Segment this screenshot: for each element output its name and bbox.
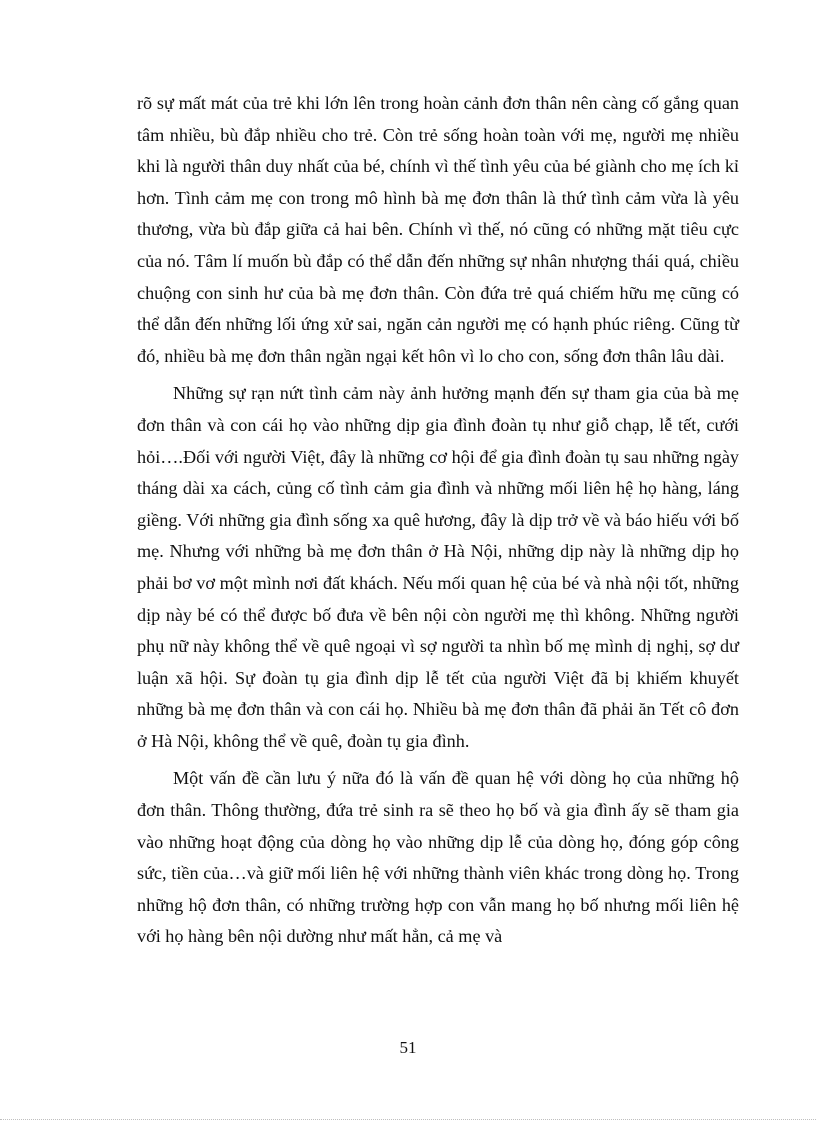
paragraph-3: Một vấn đề cần lưu ý nữa đó là vấn đề quan hệ với dòng họ của những hộ đơn thân. Thông thường, đứa trẻ sinh ra sẽ theo họ bố và gia đình ấy sẽ tham gia vào những hoạt động của dòng họ vào những dịp lễ của dòng họ, đóng góp công sức, tiền của…và giữ mối liên hệ với những thành viên khác trong dòng họ. Trong những hộ đơn thân, có những trường hợp con vẫn mang họ bố nhưng mối liên hệ với họ hàng bên nội dường như mất hẳn, cả mẹ và (137, 768, 739, 947)
paragraph-1: rõ sự mất mát của trẻ khi lớn lên trong hoàn cảnh đơn thân nên càng cố gắng quan tâm nhiều, bù đắp nhiều cho trẻ. Còn trẻ sống hoàn toàn với mẹ, người mẹ nhiều khi là người thân duy nhất của bé, chính vì thế tình yêu của bé giành cho mẹ ích kỉ hơn. Tình cảm mẹ con trong mô hình bà mẹ đơn thân là thứ tình cảm vừa là yêu thương, vừa bù đắp giữa cả hai bên. Chính vì thế, nó cũng có những mặt tiêu cực của nó. Tâm lí muốn bù đắp có thể dẫn đến những sự nhân nhượng thái quá, chiều chuộng con sinh hư của bà mẹ đơn thân. Còn đứa trẻ quá chiếm hữu mẹ cũng có thể dẫn đến những lối ứng xử sai, ngăn cản người mẹ có hạnh phúc riêng. Cũng từ đó, nhiều bà mẹ đơn thân ngần ngại kết hôn vì lo cho con, sống đơn thân lâu dài. (137, 93, 739, 366)
paragraph-2: Những sự rạn nứt tình cảm này ảnh hưởng mạnh đến sự tham gia của bà mẹ đơn thân và con cái họ vào những dịp gia đình đoàn tụ như giỗ chạp, lễ tết, cưới hỏi….Đối với người Việt, đây là những cơ hội để gia đình đoàn tụ sau những ngày tháng dài xa cách, củng cố tình cảm gia đình và những mối liên hệ họ hàng, láng giềng. Với những gia đình sống xa quê hương, đây là dịp trở về và báo hiếu với bố mẹ. Nhưng với những bà mẹ đơn thân ở Hà Nội, những dịp này là những dịp họ phải bơ vơ một mình nơi đất khách. Nếu mối quan hệ của bé và nhà nội tốt, những dịp này bé có thể được bố đưa về bên nội còn người mẹ thì không. Những người phụ nữ này không thể về quê ngoại vì sợ người ta nhìn bố mẹ mình dị nghị, sợ dư luận xã hội. Sự đoàn tụ gia đình dịp lễ tết của người Việt đã bị khiếm khuyết những bà mẹ đơn thân và con cái họ. Nhiều bà mẹ đơn thân đã phải ăn Tết cô đơn ở Hà Nội, không thể về quê, đoàn tụ gia đình. (137, 383, 739, 751)
page-bottom-divider (0, 1119, 816, 1120)
body-text (137, 88, 739, 953)
page-number: 51 (399, 1038, 417, 1057)
